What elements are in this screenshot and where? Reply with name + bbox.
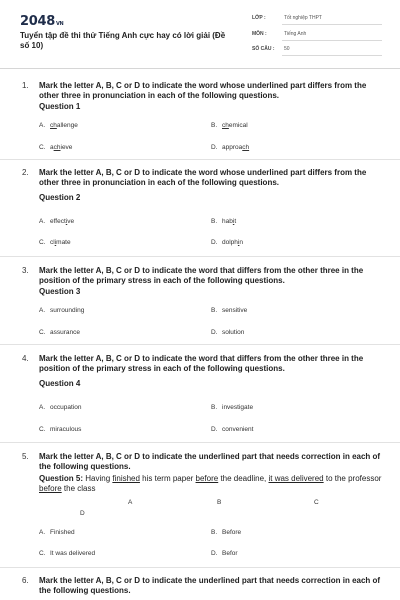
option-c[interactable] <box>39 550 95 557</box>
option-letter: B. <box>211 529 218 536</box>
option-text: effect <box>50 218 66 225</box>
option-underlined: i <box>232 218 235 225</box>
option-letter: D. <box>211 239 218 246</box>
option-underlined: ch <box>53 144 61 151</box>
option-text: n <box>239 239 243 246</box>
option-underlined: i <box>237 239 240 246</box>
option-text: a <box>50 144 54 151</box>
option-text: solution <box>222 329 245 336</box>
question-number: 3. <box>22 266 29 275</box>
option-letter: D. <box>211 329 218 336</box>
question-number: 5. <box>22 452 29 461</box>
marker-d: D <box>80 510 85 517</box>
option-c[interactable] <box>39 426 81 433</box>
underlined-part-d: before <box>39 484 62 493</box>
option-letter: A. <box>39 307 46 314</box>
meta-count-label: SỐ CÂU : <box>252 46 275 52</box>
question-instruction: Mark the letter A, B, C or D to indicate the word that differs from the other three in the position of the primary stress in each of the following questions. <box>39 354 364 373</box>
option-letter: A. <box>39 529 46 536</box>
option-underlined: ch <box>222 122 229 129</box>
question-number: 2. <box>22 168 29 177</box>
meta-subject-row <box>252 29 382 41</box>
underlined-part-c: it was delivered <box>268 474 324 483</box>
meta-class-row <box>252 13 382 25</box>
option-text: mate <box>56 239 71 246</box>
question-instruction: Mark the letter A, B, C or D to indicate the underlined part that needs correction in each of the following questions. <box>39 576 381 595</box>
logo-suffix: VN <box>55 21 64 27</box>
question-instruction: Mark the letter A, B, C or D to indicate the word whose underlined part differs from the other three in pronunciation in each of the following questions. <box>39 81 367 100</box>
question-divider <box>0 344 400 345</box>
option-text: ieve <box>60 144 73 151</box>
option-text: Befor <box>222 550 238 557</box>
sentence-text: the class <box>61 484 96 493</box>
header-divider <box>0 68 400 69</box>
option-text: surrounding <box>50 307 85 314</box>
option-text: ve <box>67 218 75 225</box>
question-instruction: Mark the letter A, B, C or D to indicate the underlined part that needs correction in each of the following questions. <box>39 452 381 471</box>
option-b[interactable] <box>211 122 248 129</box>
marker-b: B <box>217 499 222 506</box>
sentence-text: Having <box>83 474 113 483</box>
question-number: 6. <box>22 576 29 585</box>
option-a[interactable] <box>39 218 74 225</box>
option-letter: A. <box>39 218 46 225</box>
option-text: allenge <box>56 122 78 129</box>
option-d[interactable] <box>211 550 238 557</box>
meta-underline <box>282 24 382 25</box>
marker-c: C <box>314 499 319 506</box>
option-letter: A. <box>39 404 46 411</box>
document-header <box>0 0 400 70</box>
option-underlined: i <box>65 218 68 225</box>
option-letter: C. <box>39 239 46 246</box>
question-divider <box>0 256 400 257</box>
option-c[interactable] <box>39 144 72 151</box>
option-letter: C. <box>39 144 46 151</box>
site-logo[interactable] <box>20 14 63 29</box>
option-b[interactable] <box>211 218 236 225</box>
question-label: Question 4 <box>39 379 81 388</box>
option-underlined: ch <box>242 144 250 151</box>
option-letter: D. <box>211 550 218 557</box>
option-a[interactable] <box>39 307 84 314</box>
question-label: Question 3 <box>39 287 81 296</box>
meta-count-value: 50 <box>284 46 290 52</box>
option-d[interactable] <box>211 144 249 151</box>
meta-count-row <box>252 44 382 56</box>
option-letter: B. <box>211 122 218 129</box>
option-b[interactable] <box>211 404 253 411</box>
option-letter: A. <box>39 122 46 129</box>
underlined-part-a: finished <box>112 474 140 483</box>
logo-text: 2048 <box>20 14 55 29</box>
option-a[interactable] <box>39 404 81 411</box>
option-text: cl <box>50 239 55 246</box>
option-d[interactable] <box>211 239 243 246</box>
meta-underline <box>282 55 382 56</box>
question-divider <box>0 567 400 568</box>
underlined-part-b: before <box>195 474 219 483</box>
document-title: Tuyển tập đề thi thử Tiếng Anh cực hay có lời giải (Đề số 10) <box>20 31 226 50</box>
option-text: occupation <box>50 404 82 411</box>
option-letter: C. <box>39 426 46 433</box>
option-text: Finished <box>50 529 75 536</box>
option-c[interactable] <box>39 239 71 246</box>
option-underlined: i <box>54 239 57 246</box>
question-number: 4. <box>22 354 29 363</box>
option-b[interactable] <box>211 529 241 536</box>
option-letter: D. <box>211 144 218 151</box>
option-letter: B. <box>211 404 218 411</box>
meta-class-label: LỚP : <box>252 15 266 21</box>
sentence-text: to the professor <box>323 474 382 483</box>
option-letter: C. <box>39 329 46 336</box>
option-text: dolph <box>222 239 238 246</box>
option-text: Before <box>222 529 242 536</box>
option-letter: B. <box>211 307 218 314</box>
option-a[interactable] <box>39 122 78 129</box>
option-d[interactable] <box>211 426 253 433</box>
sentence-text: the deadline, <box>218 474 269 483</box>
question-instruction: Mark the letter A, B, C or D to indicate the word that differs from the other three in the position of the primary stress in each of the following questions. <box>39 266 364 285</box>
option-text: sensitive <box>222 307 248 314</box>
meta-subject-value: Tiếng Anh <box>284 31 307 37</box>
option-text: approa <box>222 144 243 151</box>
option-b[interactable] <box>211 307 247 314</box>
option-text: miraculous <box>50 426 82 433</box>
question-divider <box>0 159 400 160</box>
question-sentence <box>39 474 384 494</box>
option-text: It was delivered <box>50 550 96 557</box>
question-label: Question 2 <box>39 193 81 202</box>
question-number: 1. <box>22 81 29 90</box>
option-text: assurance <box>50 329 80 336</box>
option-text: convenient <box>222 426 254 433</box>
option-underlined: ch <box>50 122 57 129</box>
question-label: Question 1 <box>39 102 81 111</box>
option-text: investigate <box>222 404 254 411</box>
option-letter: C. <box>39 550 46 557</box>
question-instruction: Mark the letter A, B, C or D to indicate the word whose underlined part differs from the other three in pronunciation in each of the following questions. <box>39 168 367 187</box>
option-a[interactable] <box>39 529 75 536</box>
option-text: emical <box>228 122 248 129</box>
option-letter: D. <box>211 426 218 433</box>
option-letter: B. <box>211 218 218 225</box>
option-d[interactable] <box>211 329 244 336</box>
meta-class-value: Tốt nghiệp THPT <box>284 15 322 21</box>
marker-a: A <box>128 499 133 506</box>
sentence-text: his term paper <box>139 474 196 483</box>
question-label: Question 5: <box>39 474 84 483</box>
meta-underline <box>282 40 382 41</box>
option-text: t <box>234 218 237 225</box>
option-c[interactable] <box>39 329 80 336</box>
option-text: hab <box>222 218 233 225</box>
meta-subject-label: MÔN : <box>252 31 267 37</box>
question-divider <box>0 442 400 443</box>
